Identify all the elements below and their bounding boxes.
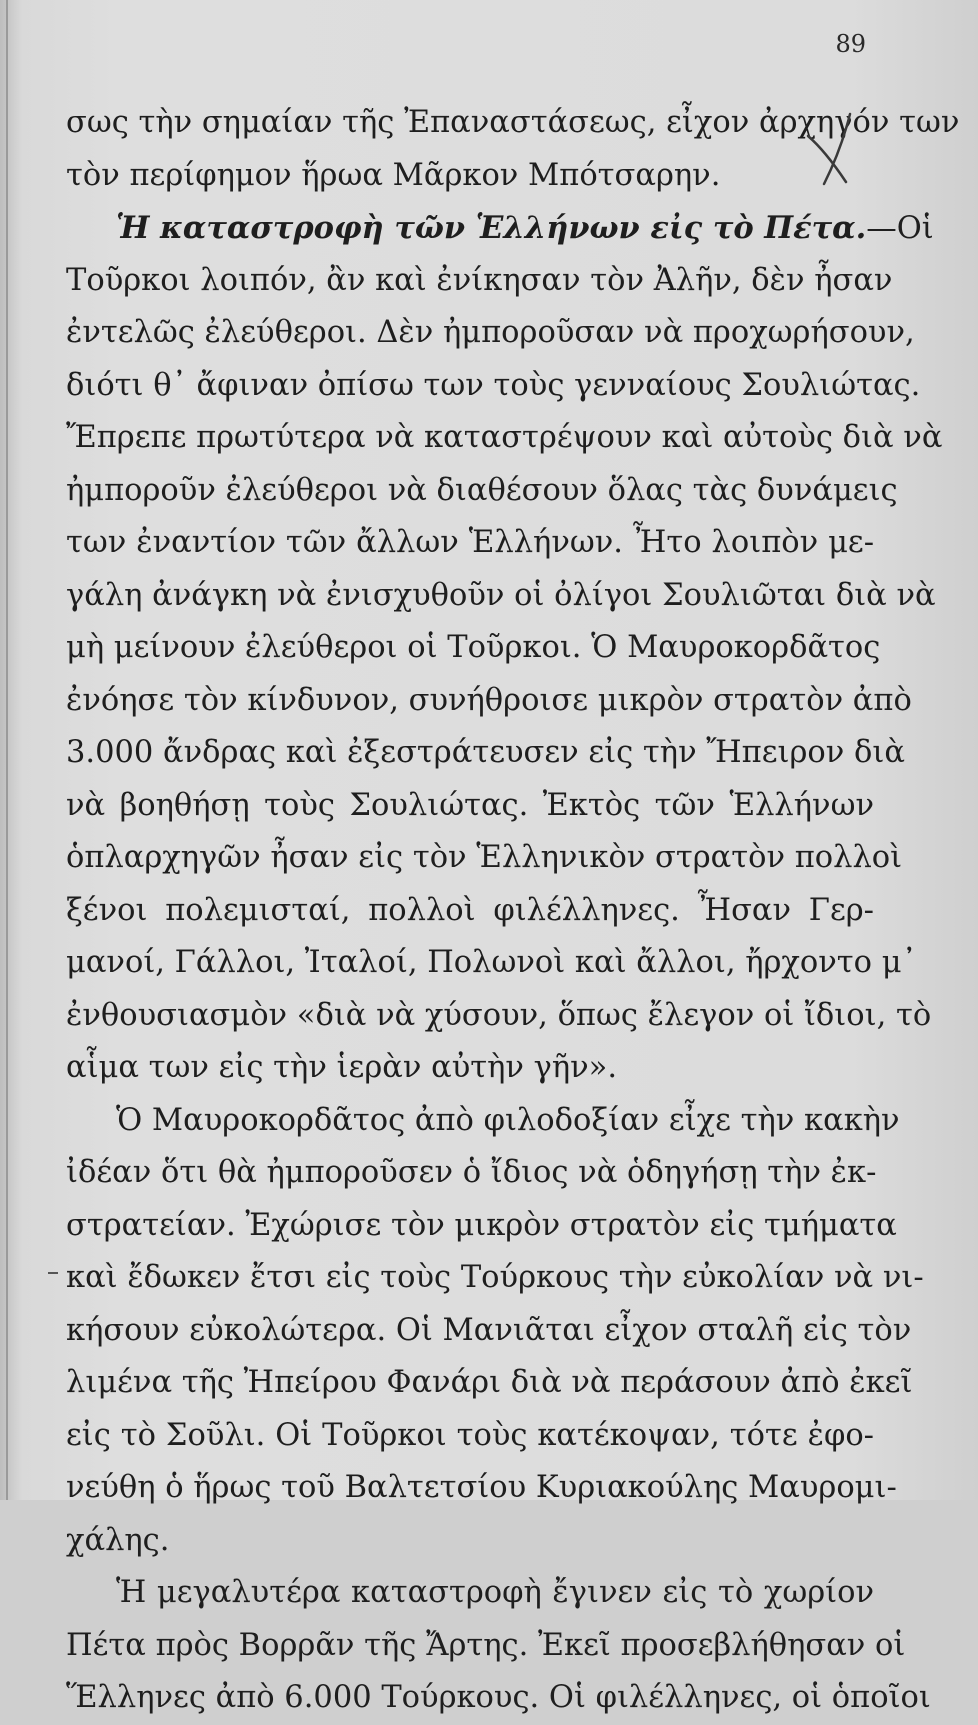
text-line: σως τὴν σημαίαν τῆς Ἐπαναστάσεως, εἶχον ἀρχηγόν των [66, 105, 960, 140]
text-line: Ἕλληνες ἀπὸ 6.000 Τούρκους. Οἱ φιλέλληνες, οἱ ὁποῖοι [66, 1680, 931, 1715]
text-line: των ἐναντίον τῶν ἄλλων Ἑλλήνων. Ἦτο λοιπὸν με- [66, 525, 874, 560]
text-line: εἰς τὸ Σοῦλι. Οἱ Τοῦρκοι τοὺς κατέκοψαν, τότε ἐφο- [66, 1417, 874, 1453]
section-heading-line [66, 202, 934, 255]
text-line: ἐντελῶς ἐλεύθεροι. Δὲν ἠμποροῦσαν νὰ προχωρήσουν, [66, 315, 915, 350]
text-line: νεύθη ὁ ἥρως τοῦ Βαλτετσίου Κυριακούλης Μαυρομι- [66, 1470, 897, 1505]
text-line: χάλης. [66, 1522, 170, 1558]
text-line: μανοί, Γάλλοι, Ἰταλοί, Πολωνοὶ καὶ ἄλλοι, ἤρχοντο μ᾽ [66, 945, 917, 980]
heading-line-rest: —Οἱ [866, 211, 934, 246]
text-line: γάλη ἀνάγκη νὰ ἐνισχυθοῦν οἱ ὀλίγοι Σουλιῶται διὰ νὰ [66, 577, 936, 613]
section-heading: Ἡ καταστροφὴ τῶν Ἑλλήνων εἰς τὸ Πέτα. [116, 210, 867, 246]
paragraph-start-line: Ὁ Μαυροκορδᾶτος ἀπὸ φιλοδοξίαν εἶχε τὴν κακὴν [116, 1102, 900, 1138]
text-line: ἰδέαν ὅτι θὰ ἠμποροῦσεν ὁ ἴδιος νὰ ὁδηγήσῃ τὴν ἐκ- [66, 1155, 877, 1190]
text-line: λιμένα τῆς Ἠπείρου Φανάρι διὰ νὰ περάσουν ἀπὸ ἐκεῖ [66, 1365, 913, 1400]
paragraph-start-line: Ἡ μεγαλυτέρα καταστροφὴ ἔγινεν εἰς τὸ χωρίον [116, 1575, 874, 1610]
text-line: αἷμα των εἰς τὴν ἱερὰν αὐτὴν γῆν». [66, 1050, 618, 1085]
text-line: ὁπλαρχηγῶν ἦσαν εἰς τὸν Ἑλληνικὸν στρατὸν πολλοὶ [66, 840, 903, 875]
text-line: στρατείαν. Ἐχώρισε τὸν μικρὸν στρατὸν εἰς τμήματα [66, 1207, 897, 1243]
text-line: ξένοι πολεμισταί, πολλοὶ φιλέλληνες. Ἦσαν Γερ- [66, 892, 874, 928]
text-line: μὴ μείνουν ἐλεύθεροι οἱ Τοῦρκοι. Ὁ Μαυροκορδᾶτος [66, 630, 881, 665]
text-line: κήσουν εὐκολώτερα. Οἱ Μανιᾶται εἶχον σταλῆ εἰς τὸν [66, 1312, 912, 1348]
text-line: διότι θ᾽ ἄφιναν ὀπίσω των τοὺς γενναίους Σουλιώτας. [66, 367, 921, 403]
text-line: τὸν περίφημον ἥρωα Μᾶρκον Μπότσαρην. [66, 157, 721, 193]
text-line: Τοῦρκοι λοιπόν, ἂν καὶ ἐνίκησαν τὸν Ἀλῆν, δὲν ἦσαν [66, 262, 893, 298]
text-line: Ἔπρεπε πρωτύτερα νὰ καταστρέψουν καὶ αὐτοὺς διὰ νὰ [66, 420, 943, 455]
text-line: ἐνθουσιασμὸν «διὰ νὰ χύσουν, ὅπως ἔλεγον οἱ ἴδιοι, τὸ [66, 997, 932, 1033]
text-line: νὰ βοηθήσῃ τοὺς Σουλιώτας. Ἐκτὸς τῶν Ἑλλήνων [66, 787, 874, 823]
body-text [66, 97, 960, 1725]
binding-edge [6, 0, 8, 1500]
margin-mark [48, 1272, 58, 1274]
text-line: καὶ ἔδωκεν ἔτσι εἰς τοὺς Τούρκους τὴν εὐκολίαν νὰ νι- [66, 1260, 924, 1295]
text-line: 3.000 ἄνδρας καὶ ἐξεστράτευσεν εἰς τὴν Ἤπειρον διὰ [66, 735, 905, 770]
text-line: ἐνόησε τὸν κίνδυνον, συνήθροισε μικρὸν στρατὸν ἀπὸ [66, 682, 912, 718]
text-line: ἠμποροῦν ἐλεύθεροι νὰ διαθέσουν ὅλας τὰς δυνάμεις [66, 472, 898, 508]
page-number: 89 [835, 30, 866, 58]
text-line: Πέτα πρὸς Βορρᾶν τῆς Ἄρτης. Ἐκεῖ προσεβλήθησαν οἱ [66, 1627, 906, 1663]
